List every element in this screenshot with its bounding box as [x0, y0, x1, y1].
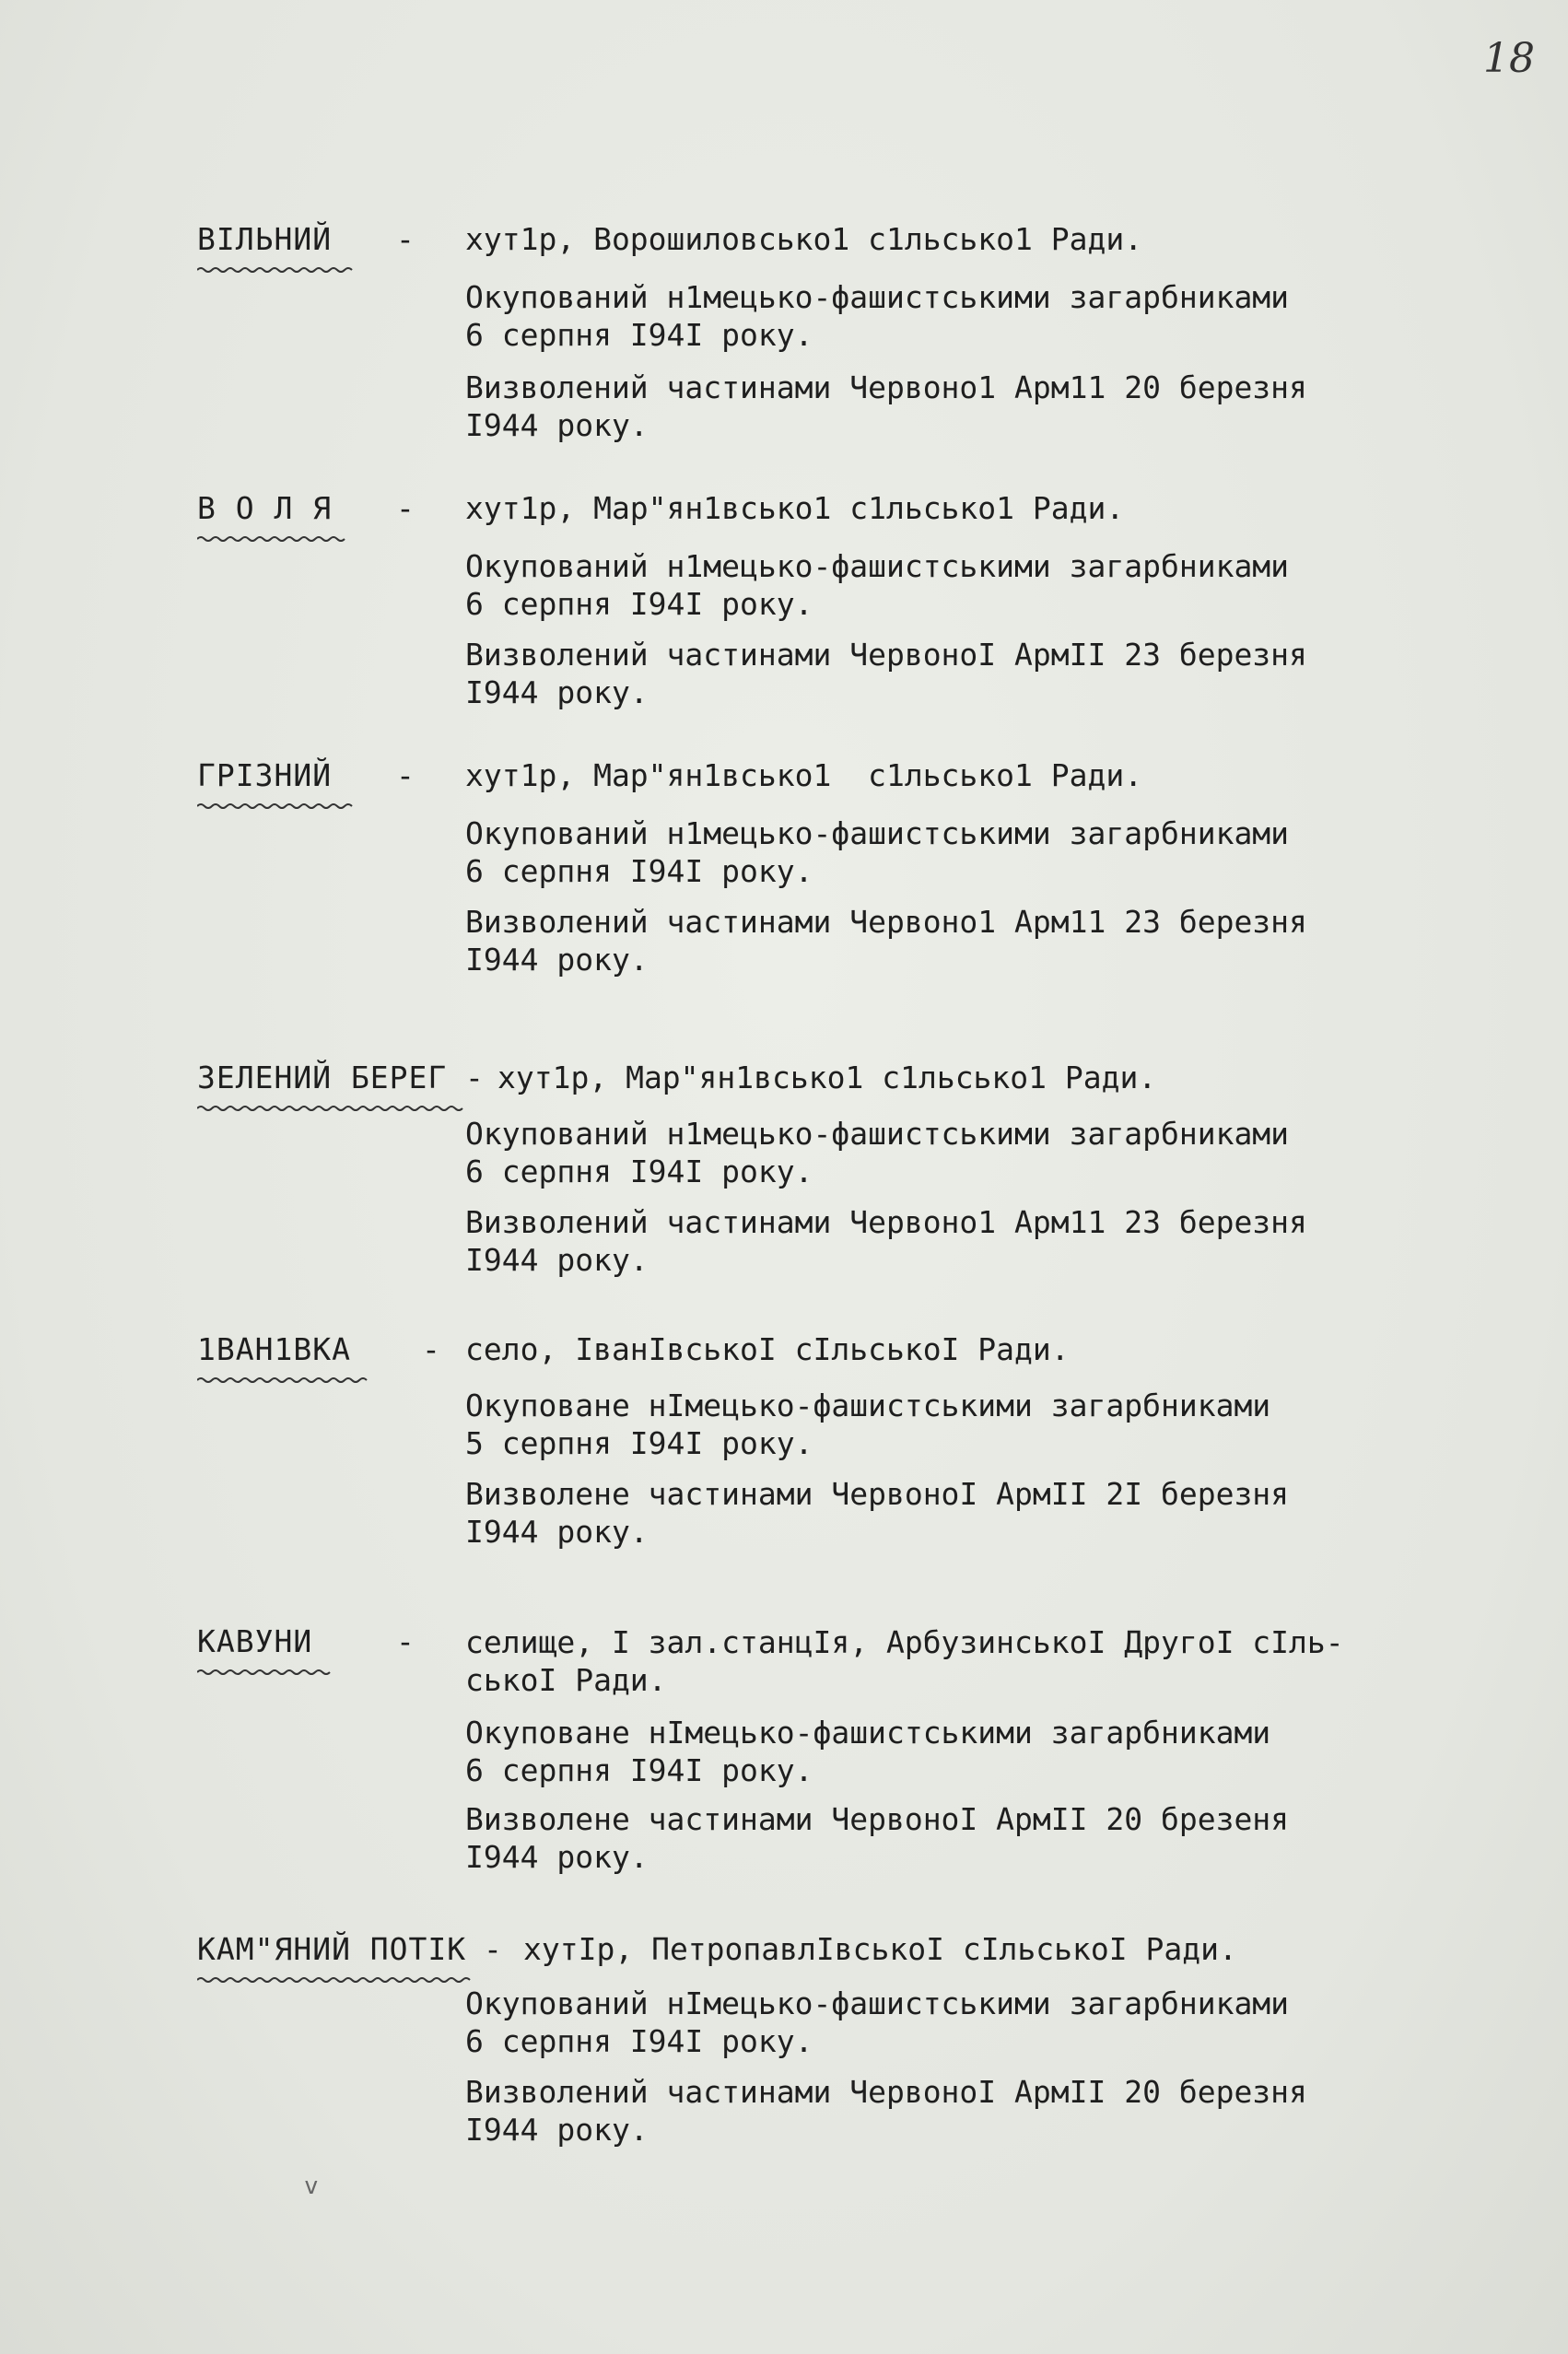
occupation-text: Окуповане нІмецько-фашистськими загарбниками 5 серпня І94І року. — [465, 1388, 1271, 1461]
entry-name: ВІЛЬНИЙ — [197, 221, 333, 257]
entry-dash: - — [465, 1060, 484, 1095]
liberation-text: Визволений частинами ЧервоноІ АрмІІ 23 березня І944 року. — [465, 637, 1307, 710]
entry-dash: - — [484, 1931, 502, 1967]
entry-type: хут1р, Мар"ян1всько1 с1льсько1 Ради. — [465, 490, 1125, 526]
occupation-text: Окупований н1мецько-фашистськими загарбниками 6 серпня І94І року. — [465, 1116, 1290, 1189]
name-underline — [197, 1668, 335, 1677]
name-underline — [197, 1975, 483, 1985]
pencil-mark: v — [304, 2172, 319, 2200]
page-number: 18 — [1483, 35, 1535, 82]
liberation-text: Визволене частинами ЧервоноІ АрмІІ 20 брезеня І944 року. — [465, 1801, 1290, 1875]
occupation-text: Окупований н1мецько-фашистськими загарбниками 6 серпня І94І року. — [465, 815, 1290, 889]
entry-type: хут1р, Мар"ян1всько1 с1льсько1 Ради. — [497, 1060, 1157, 1095]
name-underline — [197, 534, 354, 544]
entry-type: селище, І зал.станцІя, АрбузинськоІ ДругоІ сІль- ськоІ Ради. — [465, 1624, 1344, 1698]
entry-name: КАВУНИ — [197, 1623, 313, 1659]
entry-type: хутІр, ПетропавлІвськоІ сІльськоІ Ради. — [523, 1931, 1237, 1967]
entry-name: КАМ"ЯНИЙ ПОТІК — [197, 1931, 467, 1967]
name-underline — [197, 265, 363, 275]
liberation-text: Визволений частинами ЧервоноІ АрмІІ 20 березня І944 року. — [465, 2074, 1307, 2148]
name-underline — [197, 1104, 474, 1113]
liberation-text: Визволений частинами Червоно1 Арм11 20 березня І944 року. — [465, 369, 1307, 443]
liberation-text: Визволене частинами ЧервоноІ АрмІІ 2І березня І944 року. — [465, 1476, 1290, 1550]
entry-dash: - — [396, 757, 415, 793]
entry-type: хут1р, Мар"ян1всько1 с1льсько1 Ради. — [465, 757, 1143, 793]
name-underline — [197, 1376, 378, 1385]
entry-name: 1ВАН1ВКА — [197, 1331, 351, 1367]
occupation-text: Окупований нІмецько-фашистськими загарбниками 6 серпня І94І року. — [465, 1985, 1290, 2059]
occupation-text: Окуповане нІмецько-фашистськими загарбниками 6 серпня І94І року. — [465, 1715, 1271, 1788]
entry-dash: - — [396, 1623, 415, 1659]
liberation-text: Визволений частинами Червоно1 Арм11 23 березня І944 року. — [465, 1204, 1307, 1278]
entry-type: хут1р, Ворошиловсько1 с1льсько1 Ради. — [465, 221, 1143, 257]
entry-name: ГРІЗНИЙ — [197, 757, 333, 793]
name-underline — [197, 802, 359, 811]
entry-dash: - — [396, 490, 415, 526]
entry-name: ЗЕЛЕНИЙ БЕРЕГ — [197, 1060, 448, 1095]
liberation-text: Визволений частинами Червоно1 Арм11 23 березня І944 року. — [465, 904, 1307, 978]
occupation-text: Окупований н1мецько-фашистськими загарбниками 6 серпня І94І року. — [465, 279, 1290, 353]
entry-dash: - — [396, 221, 415, 257]
entry-type: село, ІванІвськоІ сІльськоІ Ради. — [465, 1331, 1070, 1367]
entry-dash: - — [422, 1331, 440, 1367]
occupation-text: Окупований н1мецько-фашистськими загарбниками 6 серпня І94І року. — [465, 548, 1290, 622]
entry-name: В О Л Я — [197, 490, 333, 526]
